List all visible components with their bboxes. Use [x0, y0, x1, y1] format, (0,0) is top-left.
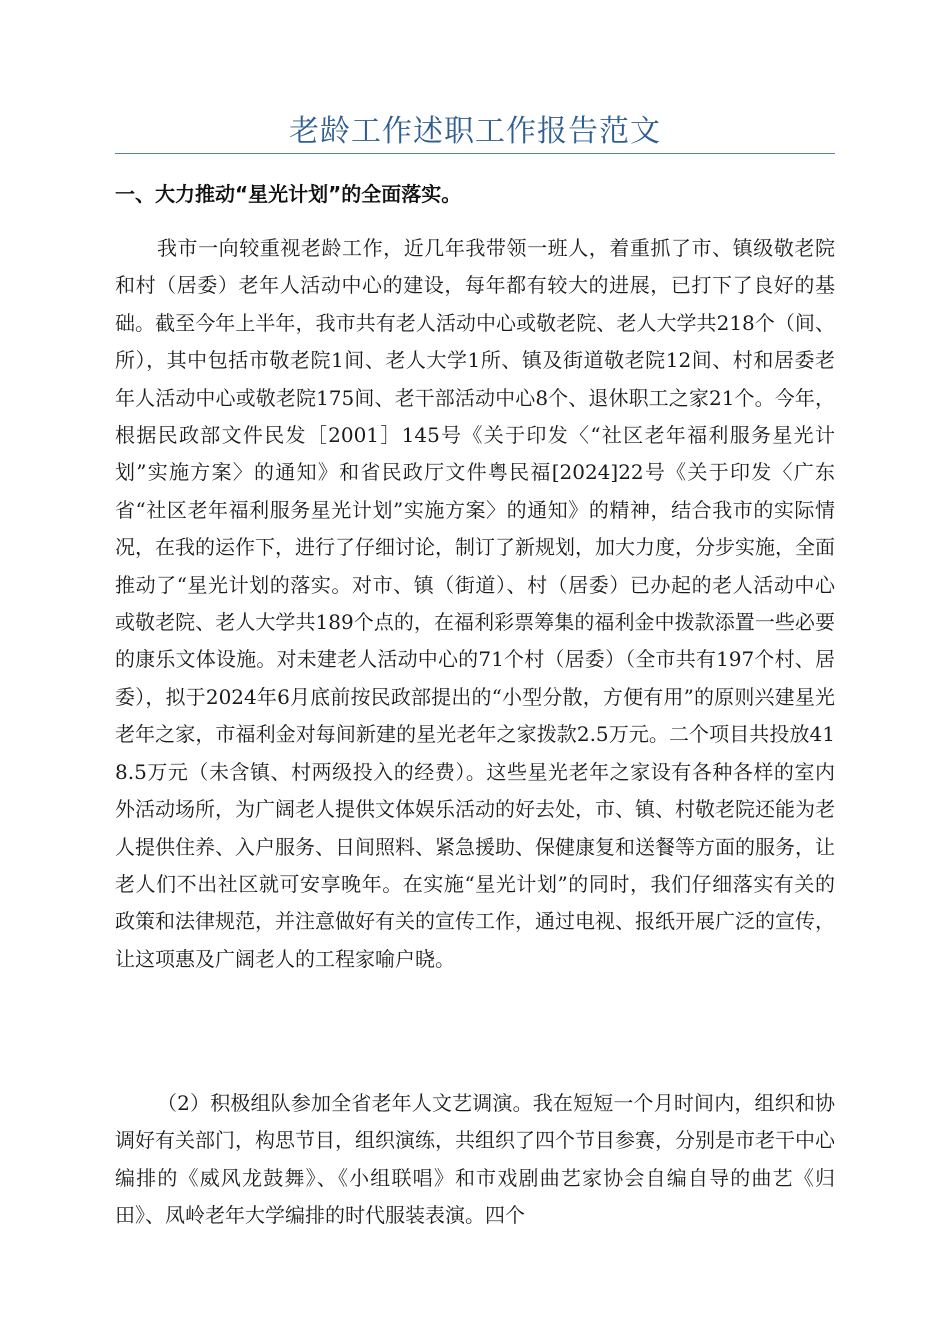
section-heading: 一、大力推动“星光计划”的全面落实。: [115, 182, 462, 206]
body-paragraph-2: （2）积极组队参加全省老年人文艺调演。我在短短一个月时间内，组织和协调好有关部门，构思节目，组织演练，共组织了四个节目参赛，分别是市老干中心编排的《威风龙鼓舞》、《小组联唱》和市戏剧曲艺家协会自编自导的曲艺《归田》、凤岭老年大学编排的时代服装表演。四个: [115, 1091, 835, 1228]
title-underline: [115, 153, 835, 154]
document-title: 老龄工作述职工作报告范文: [289, 114, 661, 149]
body-paragraph-1: 我市一向较重视老龄工作，近几年我带领一班人，着重抓了市、镇级敬老院和村（居委）老年人活动中心的建设，每年都有较大的进展，已打下了良好的基础。截至今年上半年，我市共有老人活动中心或敬老院、老人大学共218个（间、所），其中包括市敬老院1间、老人大学1所、镇及街道敬老院12间、村和居委老年人活动中心或敬老院175间、老干部活动中心8个、退休职工之家21个。今年，根据民政部文件民发［2001］145号《关于印发〈“社区老年福利服务星光计划”实施方案〉的通知》和省民政厅文件粤民福[2024]22号《关于印发〈广东省“社区老年福利服务星光计划”实施方案〉的通知》的精神，结合我市的实际情况，在我的运作下，进行了仔细讨论，制订了新规划，加大力度，分步实施，全面推动了“星光计划的落实。对市、镇（街道）、村（居委）已办起的老人活动中心或敬老院、老人大学共189个点的，在福利彩票筹集的福利金中拨款添置一些必要的康乐文体设施。对未建老人活动中心的71个村（居委）（全市共有197个村、居委），拟于2024年6月底前按民政部提出的“小型分散，方便有用”的原则兴建星光老年之家，市福利金对每间新建的星光老年之家拨款2.5万元。二个项目共投放418.5万元（未含镇、村两级投入的经费）。这些星光老年之家设有各种各样的室内外活动场所，为广阔老人提供文体娱乐活动的好去处，市、镇、村敬老院还能为老人提供住养、入户服务、日间照料、紧急援助、保健康复和送餐等方面的服务，让老人们不出社区就可安享晚年。在实施“星光计划”的同时，我们仔细落实有关的政策和法律规范，并注意做好有关的宣传工作，通过电视、报纸开展广泛的宣传，让这项惠及广阔老人的工程家喻户晓。: [115, 236, 835, 971]
